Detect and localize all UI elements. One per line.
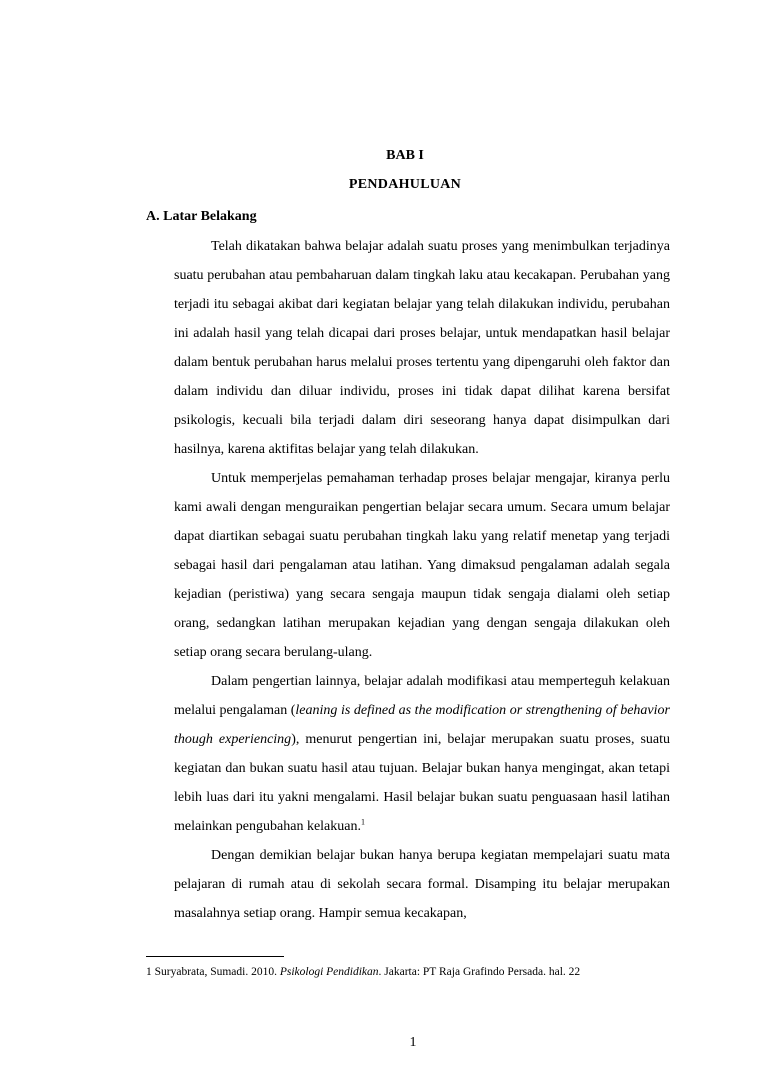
footnote-number: 1: [146, 966, 152, 978]
footnote-text-end: . Jakarta: PT Raja Grafindo Persada. hal. 22: [378, 966, 581, 978]
paragraph-3: [174, 667, 670, 841]
paragraph-1: Telah dikatakan bahwa belajar adalah suatu proses yang menimbulkan terjadinya suatu perubahan atau pembaharuan dalam tingkah laku atau kecakapan. Perubahan yang terjadi itu sebagai akibat dari kegiatan belajar yang telah dilakukan individu, perubahan ini adalah hasil yang telah dicapai dari proses belajar, untuk mendapatkan hasil belajar dalam bentuk perubahan harus melalui proses tertentu yang dipengaruhi oleh faktor dan dalam individu dan diluar individu, proses ini tidak dapat dilihat karena bersifat psikologis, kecuali bila terjadi dalam diri seseorang hanya dapat disimpulkan dari hasilnya, karena aktifitas belajar yang telah dilakukan.: [174, 239, 670, 457]
paragraph-2: Untuk memperjelas pemahaman terhadap proses belajar mengajar, kiranya perlu kami awali dengan menguraikan pengertian belajar secara umum. Secara umum belajar dapat diartikan sebagai suatu perubahan tingkah laku yang relatif menetap yang terjadi sebagai hasil dari pengalaman atau latihan. Yang dimaksud pengalaman adalah segala kejadian (peristiwa) yang secara sengaja maupun tidak sengaja dialami oleh setiap orang, sedangkan latihan merupakan kejadian yang dengan sengaja dilakukan oleh setiap orang secara berulang-ulang.: [174, 471, 670, 660]
section-heading: A. Latar Belakang: [146, 209, 257, 224]
paragraph-3-text-end: ), menurut pengertian ini, belajar merupakan suatu proses, suatu kegiatan dan bukan suatu hasil atau tujuan. Belajar bukan hanya mengingat, akan tetapi lebih luas dari itu yakni mengalami. Hasil belajar bukan suatu penguasaan hasil latihan melainkan pengubahan kelakuan.: [174, 732, 670, 834]
paragraph-4: Dengan demikian belajar bukan hanya berupa kegiatan mempelajari suatu mata pelajaran di rumah atau di sekolah secara formal. Disamping itu belajar merupakan masalahnya setiap orang. Hampir semua kecakapan,: [174, 848, 670, 921]
footnote-book-title: Psikologi Pendidikan: [279, 966, 379, 978]
chapter-title: PENDAHULUAN: [348, 177, 462, 192]
page-number: 1: [409, 1035, 417, 1050]
footnote: [146, 965, 706, 979]
footnote-text-start: Suryabrata, Sumadi. 2010.: [151, 966, 280, 978]
footnote-separator: [146, 956, 284, 957]
chapter-number: BAB I: [386, 148, 424, 163]
paragraph-3-text-start: Dalam pengertian lainnya, belajar adalah modifikasi atau memperteguh kelakuan melalui pengalaman (: [174, 674, 670, 718]
paragraph-3-italic-quote: leaning is defined as the modification or strengthening of behavior though experiencing: [174, 703, 670, 747]
body-text: [174, 232, 670, 928]
footnote-reference[interactable]: 1: [360, 817, 365, 827]
